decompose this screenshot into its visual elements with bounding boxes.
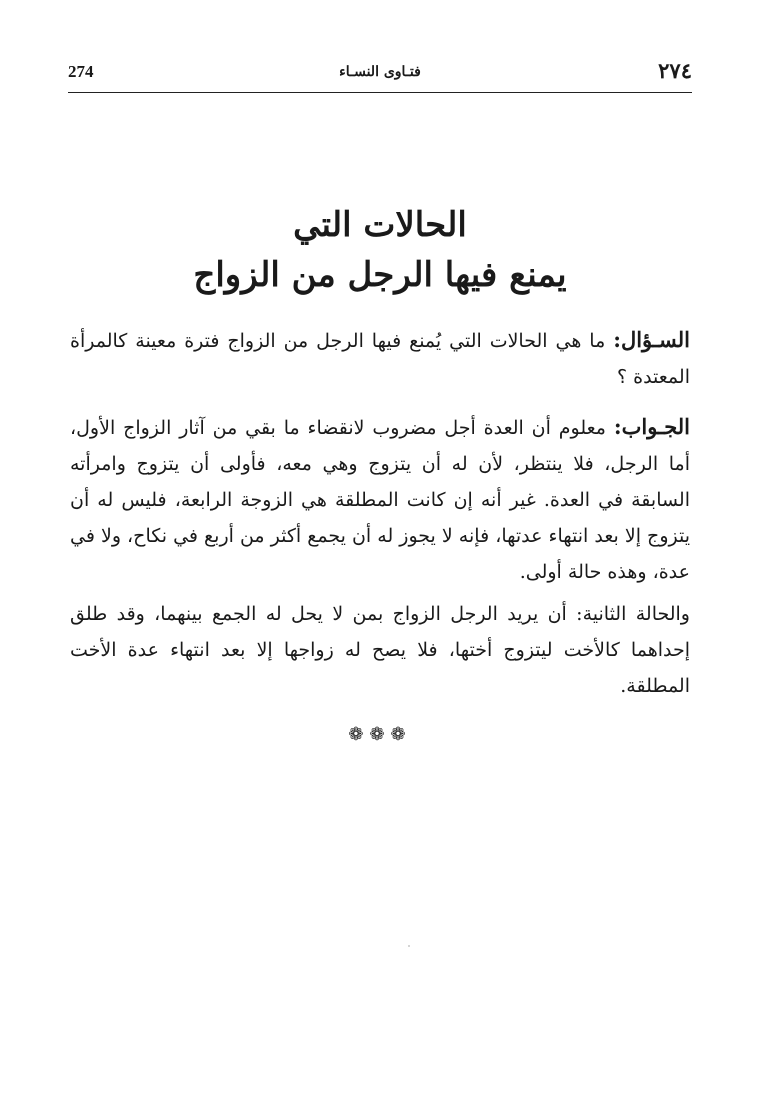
page-content <box>70 200 690 745</box>
second-case-paragraph: والحالة الثانية: أن يريد الرجل الزواج بمن لا يحل له الجمع بينهما، وقد طلق إحداهما كالأخت ليتزوج أختها، فلا يصح له زواجها إلا بعد انتهاء عدة الأخت المطلقة. <box>70 603 690 697</box>
page-number-latin: 274 <box>68 62 94 81</box>
page-speck <box>408 945 410 947</box>
title-line-2: يمنع فيها الرجل من الزواج <box>193 255 567 295</box>
chapter-title <box>70 200 690 300</box>
page-header <box>68 58 692 93</box>
page-number-arabic: ٢٧٤ <box>658 58 692 83</box>
question-text: ما هي الحالات التي يُمنع فيها الرجل من الزواج فترة معينة كالمرأة المعتدة ؟ <box>70 330 690 388</box>
answer-text: معلوم أن العدة أجل مضروب لانقضاء ما بقي من آثار الزواج الأول، أما الرجل، فلا ينتظر، لأن له أن يتزوج وهي معه، فأولى أن يتزوج وامرأته السابقة في العدة. غير أنه إن كانت المطلقة هي الزوجة الرابعة، فليس له أن يتزوج إلا بعد انتهاء عدتها، فإنه لا يجوز له أن يجمع أكثر من أربع في نكاح، ولا في عدة، وهذه حالة أولى. <box>70 417 690 583</box>
question-label: السـؤال: <box>613 327 690 352</box>
section-end-ornament: ❁❁❁ <box>348 724 412 745</box>
running-title: فتـاوى النسـاء <box>339 64 421 80</box>
title-line-1: الحالات التي <box>293 205 467 245</box>
answer-label: الجـواب: <box>613 414 690 439</box>
answer-paragraph <box>70 409 690 590</box>
question-paragraph <box>70 322 690 395</box>
